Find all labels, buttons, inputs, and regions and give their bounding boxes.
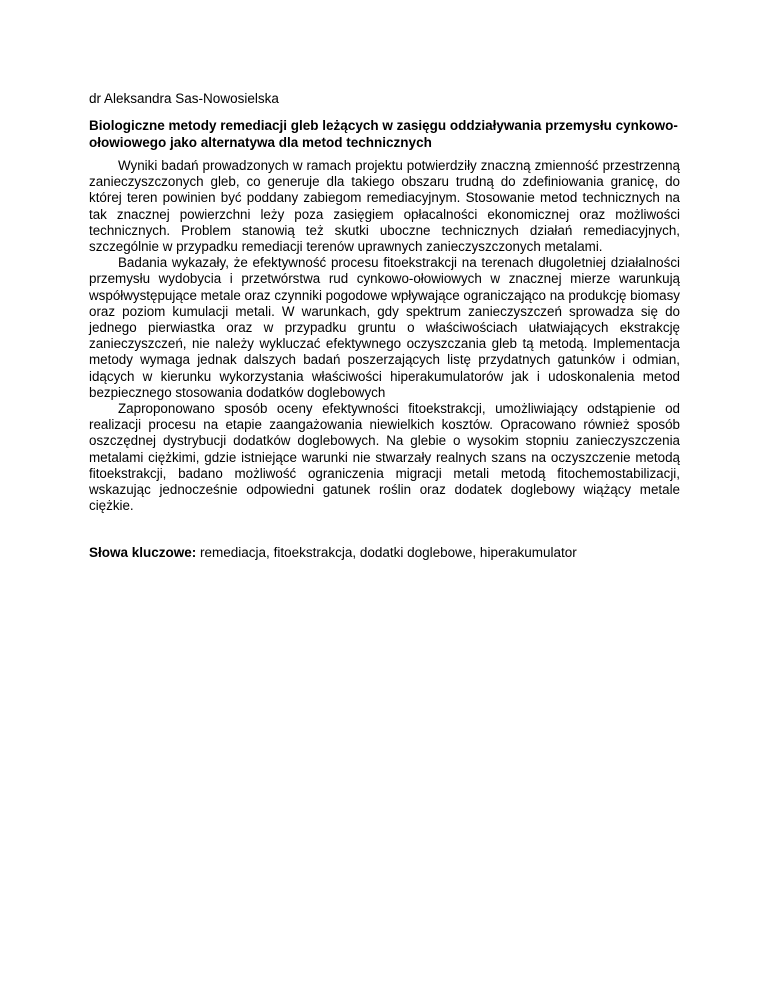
keywords-line: [89, 544, 680, 561]
abstract-paragraph: Wyniki badań prowadzonych w ramach projektu potwierdziły znaczną zmienność przestrzenną zanieczyszczonych gleb, co generuje dla takiego obszaru trudną do zdefiniowania granicę, do której teren powinien być poddany zabiegom remediacyjnym. Stosowanie metod technicznych na tak znacznej powierzchni leży poza zasięgiem opłacalności ekonomicznej oraz możliwości technicznych. Problem stanowią też skutki uboczne technicznych działań remediacyjnych, szczególnie w przypadku remediacji terenów uprawnych zanieczyszczonych metalami.: [89, 158, 680, 255]
abstract-paragraph: Badania wykazały, że efektywność procesu fitoekstrakcji na terenach długoletniej działalności przemysłu wydobycia i przetwórstwa rud cynkowo-ołowiowych w znacznej mierze warunkują współwystępujące metale oraz czynniki pogodowe wpływające ograniczająco na produkcję biomasy oraz poziom kumulacji metali. W warunkach, gdy spektrum zanieczyszczeń sprowadza się do jednego pierwiastka oraz w przypadku gruntu o właściwościach ułatwiających ekstrakcję zanieczyszczeń, nie należy wykluczać efektywnego oczyszczania gleb tą metodą. Implementacja metody wymaga jednak dalszych badań poszerzających listę przydatnych gatunków i odmian, idących w kierunku wykorzystania właściwości hiperakumulatorów jak i udoskonalenia metod bezpiecznego stosowania dodatków doglebowych: [89, 255, 680, 400]
abstract-paragraph: Zaproponowano sposób oceny efektywności fitoekstrakcji, umożliwiający odstąpienie od realizacji procesu na etapie zaangażowania niewielkich kosztów. Opracowano również sposób oszczędnej dystrybucji dodatków doglebowych. Na glebie o wysokim stopniu zanieczyszczenia metalami ciężkimi, gdzie istniejące warunki nie stwarzały realnych szans na oczyszczenie metodą fitoekstrakcji, badano możliwość ograniczenia migracji metali metodą fitochemostabilizacji, wskazując jednocześnie odpowiedni gatunek roślin oraz dodatek doglebowy wiążący metale ciężkie.: [89, 401, 680, 514]
author-name: dr Aleksandra Sas-Nowosielska: [89, 91, 279, 106]
document-title: Biologiczne metody remediacji gleb leżących w zasięgu oddziaływania przemysłu cynkowo-ołowiowego jako alternatywa dla metod technicznych: [89, 118, 678, 150]
keywords-label: Słowa kluczowe:: [89, 545, 197, 560]
keywords-list: remediacja, fitoekstrakcja, dodatki doglebowe, hiperakumulator: [196, 545, 577, 560]
abstract-body: [89, 158, 680, 514]
